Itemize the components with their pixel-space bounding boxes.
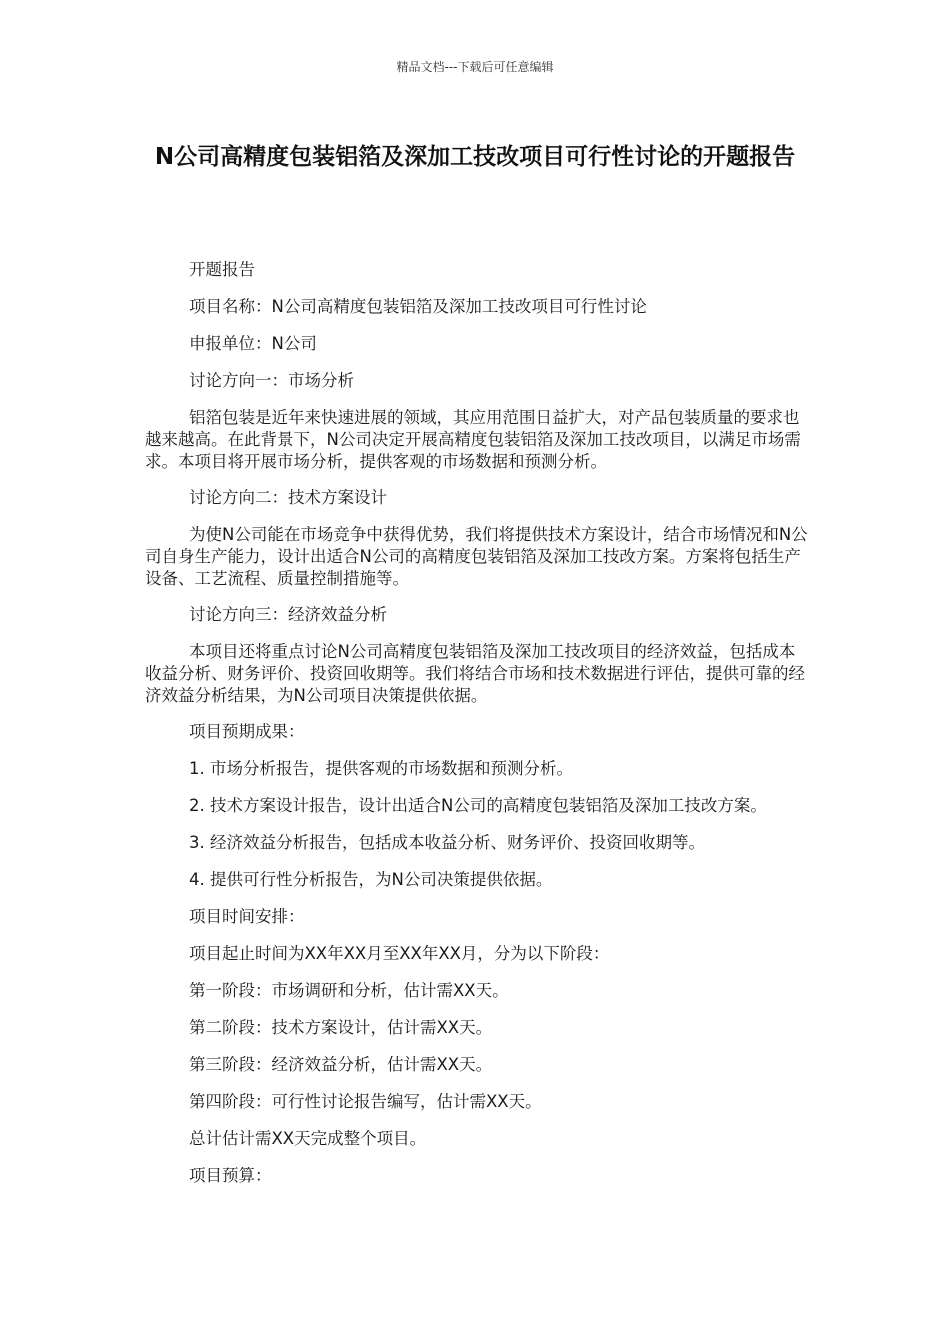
page-header: 精品文档---下载后可任意编辑 (396, 60, 554, 74)
paragraph-economic-analysis: 本项目还将重点讨论N公司高精度包装铝箔及深加工技改项目的经济效益，包括成本收益分析、财务评价、投资回收期等。我们将结合市场和技术数据进行评估，提供可靠的经济效益分析结果，为N公司项目决策提供依据。 (145, 642, 805, 705)
paragraph-project-name: 项目名称：N公司高精度包装铝箔及深加工技改项目可行性讨论 (189, 297, 647, 316)
list-item-result-4: 4. 提供可行性分析报告，为N公司决策提供依据。 (189, 870, 553, 889)
paragraph-direction-three-heading: 讨论方向三：经济效益分析 (189, 605, 387, 624)
list-item-phase-3: 第三阶段：经济效益分析，估计需XX天。 (189, 1055, 493, 1074)
list-item-result-2: 2. 技术方案设计报告，设计出适合N公司的高精度包装铝箔及深加工技改方案。 (189, 796, 767, 815)
document-title: N公司高精度包装铝箔及深加工技改项目可行性讨论的开题报告 (154, 144, 796, 170)
paragraph-schedule-heading: 项目时间安排： (189, 907, 305, 926)
paragraph-direction-one-heading: 讨论方向一：市场分析 (189, 371, 354, 390)
paragraph-budget-heading: 项目预算： (189, 1166, 272, 1185)
paragraph-applicant: 申报单位：N公司 (189, 334, 317, 353)
list-item-result-3: 3. 经济效益分析报告，包括成本收益分析、财务评价、投资回收期等。 (189, 833, 705, 852)
paragraph-technical-design: 为使N公司能在市场竞争中获得优势，我们将提供技术方案设计，结合市场情况和N公司自身生产能力，设计出适合N公司的高精度包装铝箔及深加工技改方案。方案将包括生产设备、工艺流程、质量控制措施等。 (145, 525, 808, 588)
paragraph-schedule-total: 总计估计需XX天完成整个项目。 (189, 1129, 427, 1148)
paragraph-expected-results-heading: 项目预期成果： (189, 722, 305, 741)
document-body (145, 259, 810, 1202)
list-item-phase-4: 第四阶段：可行性讨论报告编写，估计需XX天。 (189, 1092, 542, 1111)
paragraph-opening-report: 开题报告 (189, 260, 255, 279)
paragraph-market-analysis: 铝箔包装是近年来快速进展的领域，其应用范围日益扩大，对产品包装质量的要求也越来越高。在此背景下，N公司决定开展高精度包装铝箔及深加工技改项目，以满足市场需求。本项目将开展市场分析，提供客观的市场数据和预测分析。 (145, 408, 801, 471)
paragraph-schedule-period: 项目起止时间为XX年XX月至XX年XX月，分为以下阶段： (189, 944, 610, 963)
list-item-phase-1: 第一阶段：市场调研和分析，估计需XX天。 (189, 981, 509, 1000)
list-item-result-1: 1. 市场分析报告，提供客观的市场数据和预测分析。 (189, 759, 573, 778)
paragraph-direction-two-heading: 讨论方向二：技术方案设计 (189, 488, 387, 507)
list-item-phase-2: 第二阶段：技术方案设计，估计需XX天。 (189, 1018, 493, 1037)
